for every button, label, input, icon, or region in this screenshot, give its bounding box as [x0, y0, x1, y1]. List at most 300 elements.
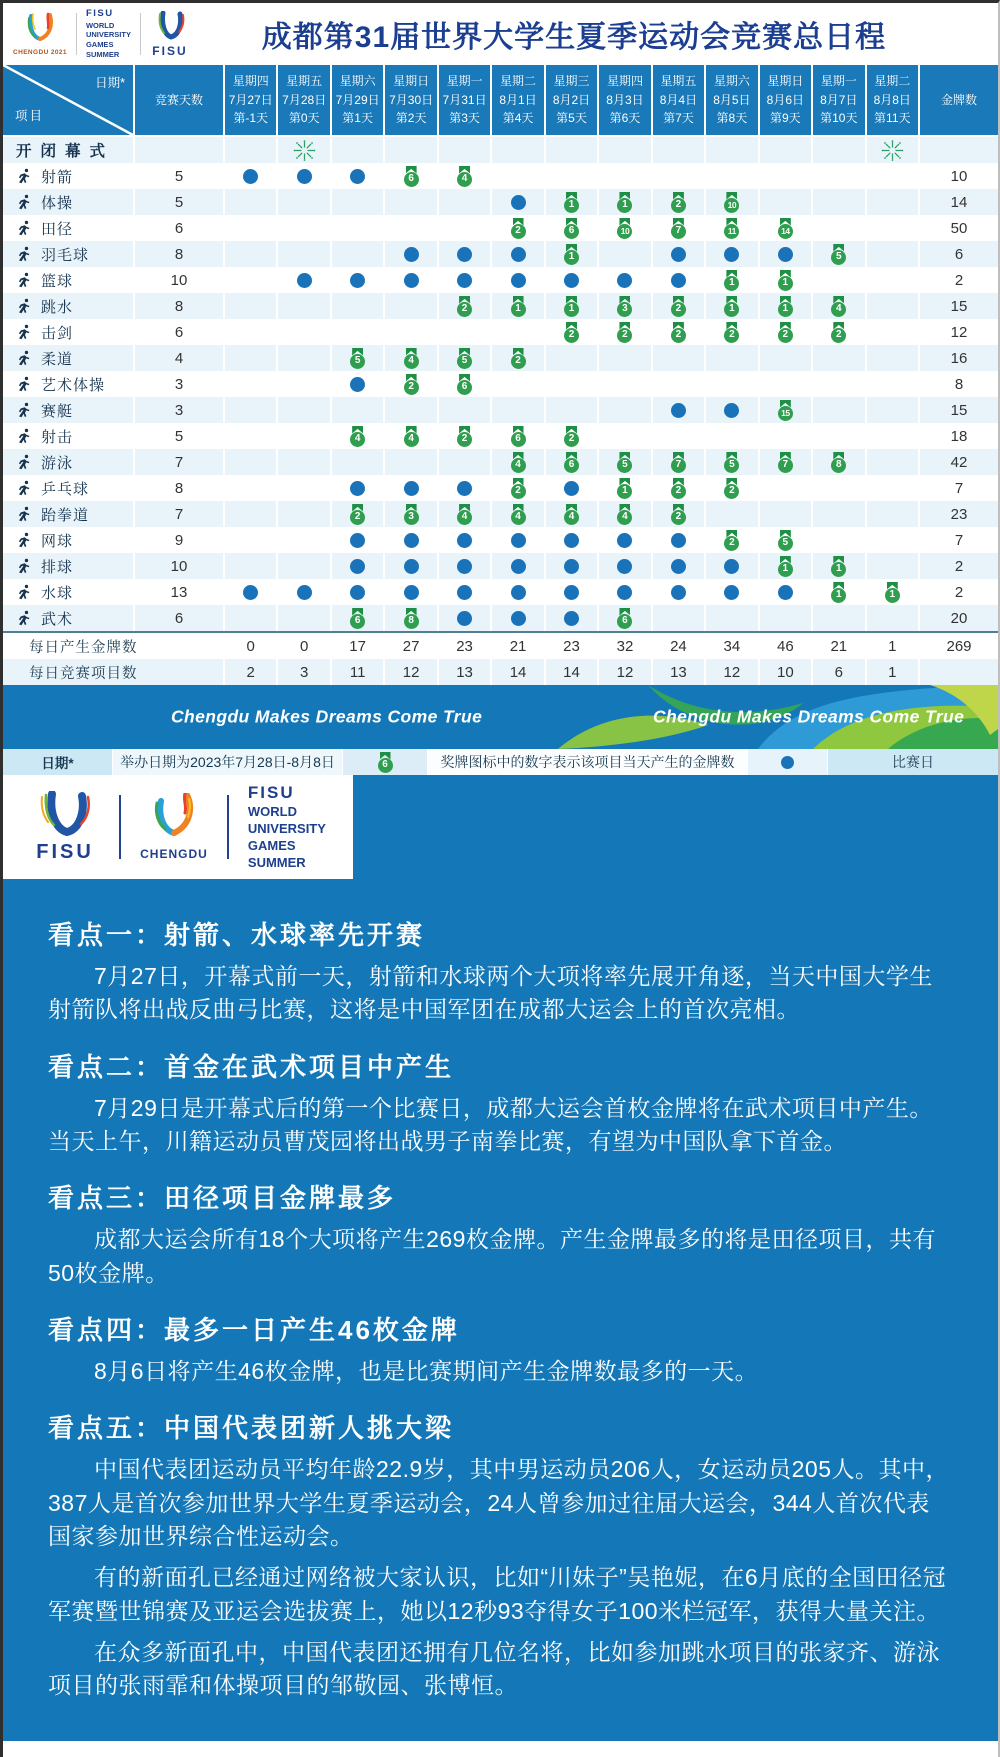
sport-name: 射箭 — [41, 168, 74, 186]
gold-medal-icon — [831, 582, 846, 603]
date-header-date: 8月8日 — [873, 92, 911, 107]
schedule-cell — [332, 345, 383, 371]
daily-value: 21 — [509, 637, 527, 655]
gold-medal-icon — [511, 296, 526, 317]
schedule-cell — [332, 553, 383, 579]
row-judo — [3, 345, 998, 371]
schedule-cell — [760, 293, 811, 319]
schedule-cell — [439, 137, 490, 163]
highlight-title-4: 看点四：最多一日产生46枚金牌 — [48, 1315, 460, 1346]
daily-value: 6 — [813, 659, 864, 685]
competition-day-dot — [564, 481, 579, 496]
schedule-cell — [653, 215, 704, 241]
gold-total: 6 — [920, 241, 998, 267]
daily-value: 24 — [670, 637, 687, 655]
chengdu-2021-logo — [13, 12, 67, 56]
medal-count: 14 — [778, 224, 793, 239]
daily-gold-row — [3, 631, 998, 659]
schedule-cell — [225, 345, 276, 371]
schedule-cell — [706, 553, 757, 579]
gold-medal-icon — [671, 218, 686, 239]
gold-total: 2 — [954, 583, 964, 601]
gold-medal-icon — [617, 504, 632, 525]
gold-total: 16 — [920, 345, 998, 371]
schedule-cell — [546, 319, 597, 345]
schedule-cell — [278, 293, 329, 319]
date-column-header-3 — [332, 65, 383, 135]
schedule-cell — [225, 137, 276, 163]
row-wushu — [3, 605, 998, 631]
schedule-cell — [278, 605, 329, 631]
fencing-label — [3, 319, 133, 345]
gold-medal-icon — [724, 452, 739, 473]
schedule-cell — [653, 267, 704, 293]
schedule-cell — [813, 319, 864, 345]
schedule-cell — [225, 267, 276, 293]
date-header-week: 星期一 — [820, 74, 857, 89]
gold-medal-icon — [778, 400, 793, 421]
medal-count: 2 — [671, 484, 686, 499]
schedule-cell — [653, 423, 704, 449]
sport-name: 游泳 — [41, 454, 74, 472]
date-header-date: 7月29日 — [335, 92, 380, 107]
gold-total: 12 — [950, 323, 968, 341]
date-header-day: 第3天 — [449, 111, 480, 126]
gold-medal-icon — [457, 348, 472, 369]
row-gymnastics — [3, 189, 998, 215]
date-column-header-10 — [706, 65, 757, 135]
schedule-cell — [706, 371, 757, 397]
daily-value: 34 — [723, 637, 741, 655]
logo-white-box — [3, 775, 353, 879]
gold-total: 15 — [920, 397, 998, 423]
schedule-cell — [546, 371, 597, 397]
header — [3, 3, 998, 65]
highlight-title-1: 看点一：射箭、水球率先开赛 — [48, 920, 426, 950]
gold-medal-icon — [617, 192, 632, 213]
schedule-cell — [439, 163, 490, 189]
schedule-cell — [225, 163, 276, 189]
schedule-cell — [492, 163, 543, 189]
schedule-cell — [653, 345, 704, 371]
row-archery — [3, 163, 998, 189]
schedule-cell — [599, 293, 650, 319]
daily-value: 12 — [706, 659, 757, 685]
legend-medal-cell — [343, 749, 428, 775]
schedule-cell — [760, 163, 811, 189]
gold-medal-icon — [778, 218, 793, 239]
schedule-cell — [492, 319, 543, 345]
gold-medal-icon — [671, 322, 686, 343]
date-header-day: 第6天 — [609, 111, 641, 126]
schedule-cell — [385, 501, 436, 527]
judo-label — [3, 345, 133, 371]
schedule-cell — [599, 345, 650, 371]
date-header-week: 星期五 — [660, 74, 697, 89]
row-diving — [3, 293, 998, 319]
tennis-icon — [16, 532, 32, 548]
daily-value: 32 — [616, 637, 634, 655]
gold-medal-icon — [564, 504, 579, 525]
sport-name: 艺术体操 — [41, 376, 106, 394]
schedule-cell — [225, 475, 276, 501]
days-count: 5 — [174, 427, 184, 445]
schedule-cell — [813, 423, 864, 449]
schedule-cell — [867, 241, 918, 267]
schedule-cell — [599, 215, 650, 241]
schedule-cell — [278, 371, 329, 397]
competition-day-dot — [564, 273, 579, 288]
schedule-cell — [706, 137, 757, 163]
schedule-cell — [760, 449, 811, 475]
schedule-cell — [546, 605, 597, 631]
medal-count: 5 — [457, 354, 472, 369]
schedule-cell — [813, 189, 864, 215]
gold-count-header: 金牌数 — [920, 65, 998, 135]
schedule-cell — [492, 345, 543, 371]
highlight-paragraph: 8月6日将产生46枚金牌，也是比赛期间产生金牌数最多的一天。 — [94, 1358, 759, 1385]
date-header-day: 第11天 — [874, 111, 911, 126]
schedule-cell — [653, 371, 704, 397]
medal-count: 2 — [511, 224, 526, 239]
schedule-cell — [760, 241, 811, 267]
date-column-header-9 — [653, 65, 704, 135]
schedule-cell — [760, 501, 811, 527]
medal-count: 6 — [511, 432, 526, 447]
date-header-day: 第9天 — [769, 111, 801, 126]
gold-medal-icon — [617, 218, 632, 239]
schedule-cell — [332, 189, 383, 215]
gold-total: 10 — [950, 167, 968, 185]
gold-medal-icon — [564, 426, 579, 447]
medal-count: 6 — [564, 458, 579, 473]
schedule-cell — [546, 293, 597, 319]
date-header-week: 星期六 — [339, 74, 376, 89]
gold-medal-icon — [350, 504, 365, 525]
date-column-header-7 — [546, 65, 597, 135]
water-polo-label — [3, 579, 133, 605]
schedule-cell — [439, 345, 490, 371]
sport-name: 羽毛球 — [41, 246, 90, 264]
medal-count: 8 — [404, 614, 419, 629]
date-header-date: 8月3日 — [606, 92, 644, 107]
competition-day-dot — [778, 585, 793, 600]
medal-count: 4 — [350, 432, 365, 447]
competition-day-dot — [350, 377, 365, 392]
sport-name: 排球 — [41, 558, 74, 576]
competition-day-dot — [511, 585, 526, 600]
schedule-cell — [653, 605, 704, 631]
days-count: 8 — [174, 479, 184, 497]
medal-count: 1 — [564, 302, 579, 317]
schedule-cell — [706, 501, 757, 527]
daily-value: 12 — [385, 659, 436, 685]
gold-medal-icon — [671, 504, 686, 525]
gold-medal-icon — [778, 530, 793, 551]
schedule-cell — [332, 371, 383, 397]
date-header-date: 8月1日 — [499, 92, 537, 107]
schedule-cell — [439, 527, 490, 553]
schedule-cell — [332, 579, 383, 605]
schedule-cell — [439, 319, 490, 345]
schedule-cell — [546, 215, 597, 241]
schedule-cell — [278, 527, 329, 553]
schedule-cell — [867, 163, 918, 189]
gold-medal-icon — [564, 192, 579, 213]
competition-day-dot — [457, 273, 472, 288]
ceremony-label: 开闭幕式 — [3, 137, 133, 163]
taekwondo-label — [3, 501, 133, 527]
schedule-cell — [599, 371, 650, 397]
gold-medal-icon — [511, 478, 526, 499]
date-header-date: 7月31日 — [442, 92, 487, 107]
schedule-cell — [813, 345, 864, 371]
water-polo-icon — [16, 584, 32, 600]
schedule-cell — [278, 553, 329, 579]
gold-medal-icon — [617, 608, 632, 629]
logo-divider — [119, 795, 121, 859]
competition-day-dot — [564, 559, 579, 574]
schedule-cell — [867, 501, 918, 527]
schedule-cell — [599, 397, 650, 423]
schedule-cell — [813, 449, 864, 475]
rhythmic-gymnastics-icon — [16, 376, 32, 392]
schedule-cell — [546, 553, 597, 579]
schedule-cell — [653, 579, 704, 605]
row-taekwondo — [3, 501, 998, 527]
archery-label — [3, 163, 133, 189]
sport-name: 击剑 — [41, 324, 74, 342]
medal-count: 6 — [564, 224, 579, 239]
medal-count: 5 — [350, 354, 365, 369]
schedule-cell — [760, 579, 811, 605]
gold-medal-icon — [511, 218, 526, 239]
gold-medal-icon — [457, 166, 472, 187]
schedule-cell — [385, 189, 436, 215]
volleyball-label — [3, 553, 133, 579]
gold-total: 50 — [950, 219, 968, 237]
gold-total: 14 — [920, 189, 998, 215]
row-fencing — [3, 319, 998, 345]
gold-medal-icon — [404, 608, 419, 629]
schedule-cell — [385, 475, 436, 501]
schedule-cell — [225, 605, 276, 631]
schedule-cell — [867, 345, 918, 371]
days-count: 8 — [135, 293, 223, 319]
schedule-cell — [706, 449, 757, 475]
schedule-cell — [813, 137, 864, 163]
schedule-cell — [760, 371, 811, 397]
daily-value: 21 — [830, 637, 848, 655]
legend-date-note: 举办日期为2023年7月28日-8月8日 — [113, 749, 343, 775]
gold-total: 18 — [950, 427, 968, 445]
rowing-label — [3, 397, 133, 423]
date-header-date: 8月7日 — [820, 92, 858, 107]
chengdu-2021-label: CHENGDU 2021 — [13, 49, 67, 56]
gold-medal-icon — [511, 426, 526, 447]
schedule-cell — [706, 189, 757, 215]
corner-date-label: 日期* — [95, 76, 125, 90]
schedule-cell — [867, 267, 918, 293]
schedule-cell — [385, 371, 436, 397]
schedule-cell — [760, 423, 811, 449]
schedule-cell — [867, 397, 918, 423]
schedule-cell — [225, 215, 276, 241]
medal-count: 2 — [671, 510, 686, 525]
schedule-cell — [492, 137, 543, 163]
competition-day-dot — [671, 273, 686, 288]
schedule-cell — [225, 449, 276, 475]
schedule-cell — [225, 501, 276, 527]
days-count: 10 — [170, 271, 188, 289]
gold-medal-icon — [404, 348, 419, 369]
schedule-cell — [813, 475, 864, 501]
schedule-cell — [439, 501, 490, 527]
date-header-date: 7月28日 — [282, 92, 327, 107]
daily-value: 17 — [349, 637, 366, 655]
days-count: 13 — [170, 583, 188, 601]
schedule-cell — [332, 501, 383, 527]
medal-count: 2 — [831, 328, 846, 343]
sport-name: 乒乓球 — [41, 480, 90, 498]
rowing-icon — [16, 402, 32, 418]
competition-day-dot — [457, 481, 472, 496]
date-column-header-11 — [760, 65, 811, 135]
chengdu-emblem-icon — [145, 793, 203, 845]
schedule-cell — [867, 215, 918, 241]
medal-count: 1 — [831, 588, 846, 603]
gold-medal-icon — [671, 296, 686, 317]
schedule-cell — [706, 605, 757, 631]
sport-name: 柔道 — [41, 350, 74, 368]
gold-medal-icon — [671, 192, 686, 213]
shooting-label — [3, 423, 133, 449]
legend-dot-note: 比赛日 — [828, 749, 998, 775]
daily-value: 0 — [300, 637, 309, 655]
schedule-cell — [867, 423, 918, 449]
gold-medal-icon — [778, 452, 793, 473]
medal-count: 2 — [724, 328, 739, 343]
schedule-cell — [706, 319, 757, 345]
schedule-cell — [706, 293, 757, 319]
gold-medal-icon — [511, 452, 526, 473]
schedule-cell — [813, 371, 864, 397]
logo-divider — [140, 13, 141, 55]
schedule-cell — [332, 293, 383, 319]
schedule-cell — [653, 163, 704, 189]
ceremony-days-cell — [135, 137, 223, 163]
schedule-cell — [385, 605, 436, 631]
schedule-cell — [225, 371, 276, 397]
medal-count: 6 — [378, 758, 393, 773]
medal-count: 3 — [617, 302, 632, 317]
medal-count: 1 — [617, 484, 632, 499]
row-tennis — [3, 527, 998, 553]
competition-day-dot — [350, 169, 365, 184]
medal-count: 2 — [350, 510, 365, 525]
fisu-emblem-icon — [30, 791, 100, 839]
daily-value: 27 — [402, 637, 420, 655]
schedule-cell — [278, 189, 329, 215]
badminton-icon — [16, 246, 32, 262]
medal-count: 7 — [671, 458, 686, 473]
competition-day-dot — [404, 247, 419, 262]
medal-count: 4 — [511, 458, 526, 473]
judo-icon — [16, 350, 32, 366]
schedule-cell — [439, 293, 490, 319]
gold-medal-icon — [457, 296, 472, 317]
shooting-icon — [16, 428, 32, 444]
schedule-cell — [653, 137, 704, 163]
daily-value: 1 — [867, 659, 918, 685]
schedule-cell — [225, 241, 276, 267]
schedule-cell — [225, 293, 276, 319]
date-header-day: 第2天 — [395, 111, 427, 126]
days-count: 8 — [135, 241, 223, 267]
schedule-cell — [813, 605, 864, 631]
gold-medal-icon — [457, 426, 472, 447]
date-header-date: 8月2日 — [552, 92, 591, 107]
schedule-cell — [385, 293, 436, 319]
gold-total: 2 — [920, 553, 998, 579]
gold-medal-icon — [564, 218, 579, 239]
gold-medal-icon — [350, 348, 365, 369]
page-title: 成都第31届世界大学生夏季运动会竞赛总日程 — [261, 21, 887, 54]
medal-count: 1 — [778, 276, 793, 291]
ceremony-row — [3, 137, 998, 163]
schedule-cell — [760, 397, 811, 423]
schedule-cell — [332, 449, 383, 475]
schedule-cell — [546, 241, 597, 267]
schedule-cell — [278, 241, 329, 267]
schedule-cell — [653, 501, 704, 527]
volleyball-icon — [16, 558, 32, 574]
medal-count: 2 — [671, 328, 686, 343]
medal-count: 2 — [724, 484, 739, 499]
competition-day-dot — [778, 247, 793, 262]
medal-count: 4 — [564, 510, 579, 525]
schedule-cell — [760, 319, 811, 345]
schedule-cell — [332, 527, 383, 553]
fisu-wordmark-large — [248, 782, 326, 872]
schedule-cell — [278, 501, 329, 527]
medal-count: 4 — [617, 510, 632, 525]
medal-count: 7 — [671, 224, 686, 239]
competition-day-dot — [564, 585, 579, 600]
gold-medal-icon — [724, 322, 739, 343]
competition-day-dot — [350, 481, 365, 496]
medal-count: 1 — [778, 562, 793, 577]
schedule-cell — [546, 345, 597, 371]
schedule-cell — [385, 423, 436, 449]
daily-events-row — [3, 659, 998, 685]
schedule-cell — [599, 553, 650, 579]
slogan-text: Chengdu Makes Dreams Come True — [171, 706, 483, 727]
schedule-cell — [492, 579, 543, 605]
table-tennis-icon — [16, 480, 32, 496]
highlight-paragraph: 中国代表团运动员平均年龄22.9岁，其中男运动员206人，女运动员205人。其中，387人是首次参加世界大学生夏季运动会，24人曾参加过往届大运会，344人首次代表国家参加世界综合性运动会。 — [48, 1456, 950, 1550]
date-header-day: 第8天 — [716, 111, 748, 126]
date-header-week: 星期日 — [393, 74, 430, 89]
schedule-cell — [278, 319, 329, 345]
fisu-wordmark-line: UNIVERSITY — [247, 821, 326, 837]
schedule-cell — [385, 163, 436, 189]
competition-day-dot — [511, 611, 526, 626]
medal-count: 2 — [671, 198, 686, 213]
legend-date-label: 日期* — [3, 749, 113, 775]
medal-count: 6 — [457, 380, 472, 395]
date-column-header-1 — [225, 65, 276, 135]
